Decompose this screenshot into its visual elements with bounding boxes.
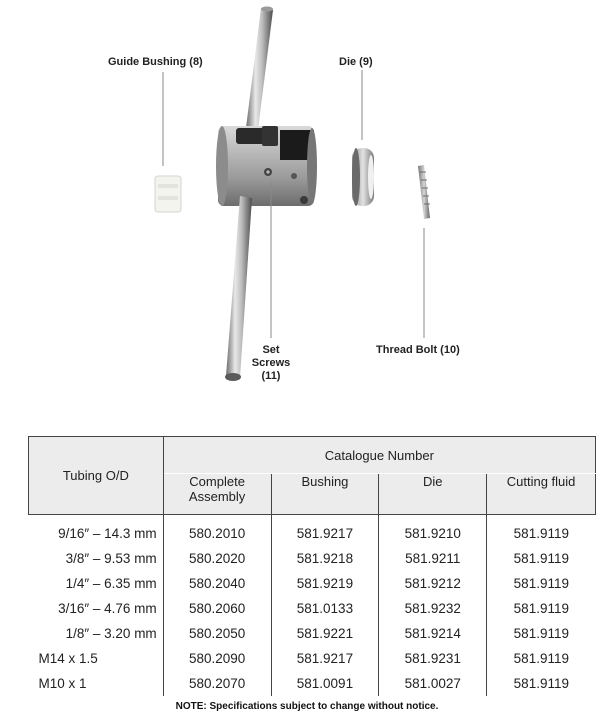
bushing-header: Bushing xyxy=(271,474,379,515)
bushing-cell: 581.9218 xyxy=(271,546,379,571)
bushing-cell: 581.9219 xyxy=(271,571,379,596)
die-cell: 581.0027 xyxy=(379,671,487,696)
complete-assembly-cell: 580.2090 xyxy=(163,646,271,671)
die-cell: 581.9214 xyxy=(379,621,487,646)
catalogue-number-header: Catalogue Number xyxy=(163,437,595,474)
die-label: Die (9) xyxy=(339,56,373,68)
cutting-fluid-cell: 581.9119 xyxy=(513,551,569,566)
tubing-od-header: Tubing O/D xyxy=(29,437,164,515)
cutting-fluid-cell: 581.9119 xyxy=(513,526,569,541)
tubing-cell: M14 x 1.5 xyxy=(29,646,164,671)
thread-bolt-part xyxy=(418,165,430,219)
die-cell: 581.9211 xyxy=(379,546,487,571)
table-row xyxy=(29,621,596,646)
complete-assembly-cell: 580.2040 xyxy=(163,571,271,596)
bushing-cell: 581.0091 xyxy=(271,671,379,696)
complete-assembly-cell: 580.2050 xyxy=(163,621,271,646)
bushing-cell: 581.9217 xyxy=(271,646,379,671)
thread-bolt-label: Thread Bolt (10) xyxy=(376,344,460,356)
table-body xyxy=(29,515,596,697)
complete-assembly-cell: 580.2070 xyxy=(163,671,271,696)
complete-assembly-cell: 580.2010 xyxy=(163,515,271,547)
handle-rod-upper xyxy=(246,7,273,131)
cutting-fluid-cell: 581.9119 xyxy=(513,651,569,666)
set-screws-label-line1: Set xyxy=(262,344,280,356)
set-screws-label-line3: (11) xyxy=(261,370,281,382)
die-cell: 581.9210 xyxy=(379,515,487,547)
tubing-cell: 1/4″ – 6.35 mm xyxy=(29,571,164,596)
cutting-fluid-cell: 581.9119 xyxy=(513,601,569,616)
cutting-fluid-cell: 581.9119 xyxy=(513,676,569,691)
catalogue-table xyxy=(28,436,596,696)
die-header: Die xyxy=(379,474,487,515)
cutting-fluid-cell: 581.9119 xyxy=(513,626,569,641)
tubing-cell: 3/8″ – 9.53 mm xyxy=(29,546,164,571)
die-cell: 581.9232 xyxy=(379,596,487,621)
complete-assembly-header: Complete Assembly xyxy=(163,474,271,515)
complete-assembly-cell: 580.2020 xyxy=(163,546,271,571)
guide-bushing-label: Guide Bushing (8) xyxy=(108,56,203,68)
tubing-cell: 3/16″ – 4.76 mm xyxy=(29,596,164,621)
table-row xyxy=(29,571,596,596)
tubing-cell: M10 x 1 xyxy=(29,671,164,696)
table-row xyxy=(29,515,596,547)
die-cell: 581.9231 xyxy=(379,646,487,671)
table-header-row-top xyxy=(29,437,596,474)
set-screws-label-line2: Screws xyxy=(251,357,291,369)
guide-bushing-part xyxy=(155,176,181,212)
set-screws-label xyxy=(246,344,296,383)
tubing-cell: 9/16″ – 14.3 mm xyxy=(29,515,164,547)
tool-body xyxy=(216,126,317,206)
cutting-fluid-header: Cutting fluid xyxy=(487,474,596,515)
complete-assembly-cell: 580.2060 xyxy=(163,596,271,621)
bushing-cell: 581.0133 xyxy=(271,596,379,621)
table-row xyxy=(29,546,596,571)
table-row xyxy=(29,596,596,621)
tubing-cell: 1/8″ – 3.20 mm xyxy=(29,621,164,646)
table-row xyxy=(29,671,596,696)
bushing-cell: 581.9221 xyxy=(271,621,379,646)
bushing-cell: 581.9217 xyxy=(271,515,379,547)
die-cell: 581.9212 xyxy=(379,571,487,596)
table-row xyxy=(29,646,596,671)
cutting-fluid-cell: 581.9119 xyxy=(513,576,569,591)
die-part xyxy=(352,148,374,206)
specifications-note: NOTE: Specifications subject to change without notice. xyxy=(175,701,439,712)
